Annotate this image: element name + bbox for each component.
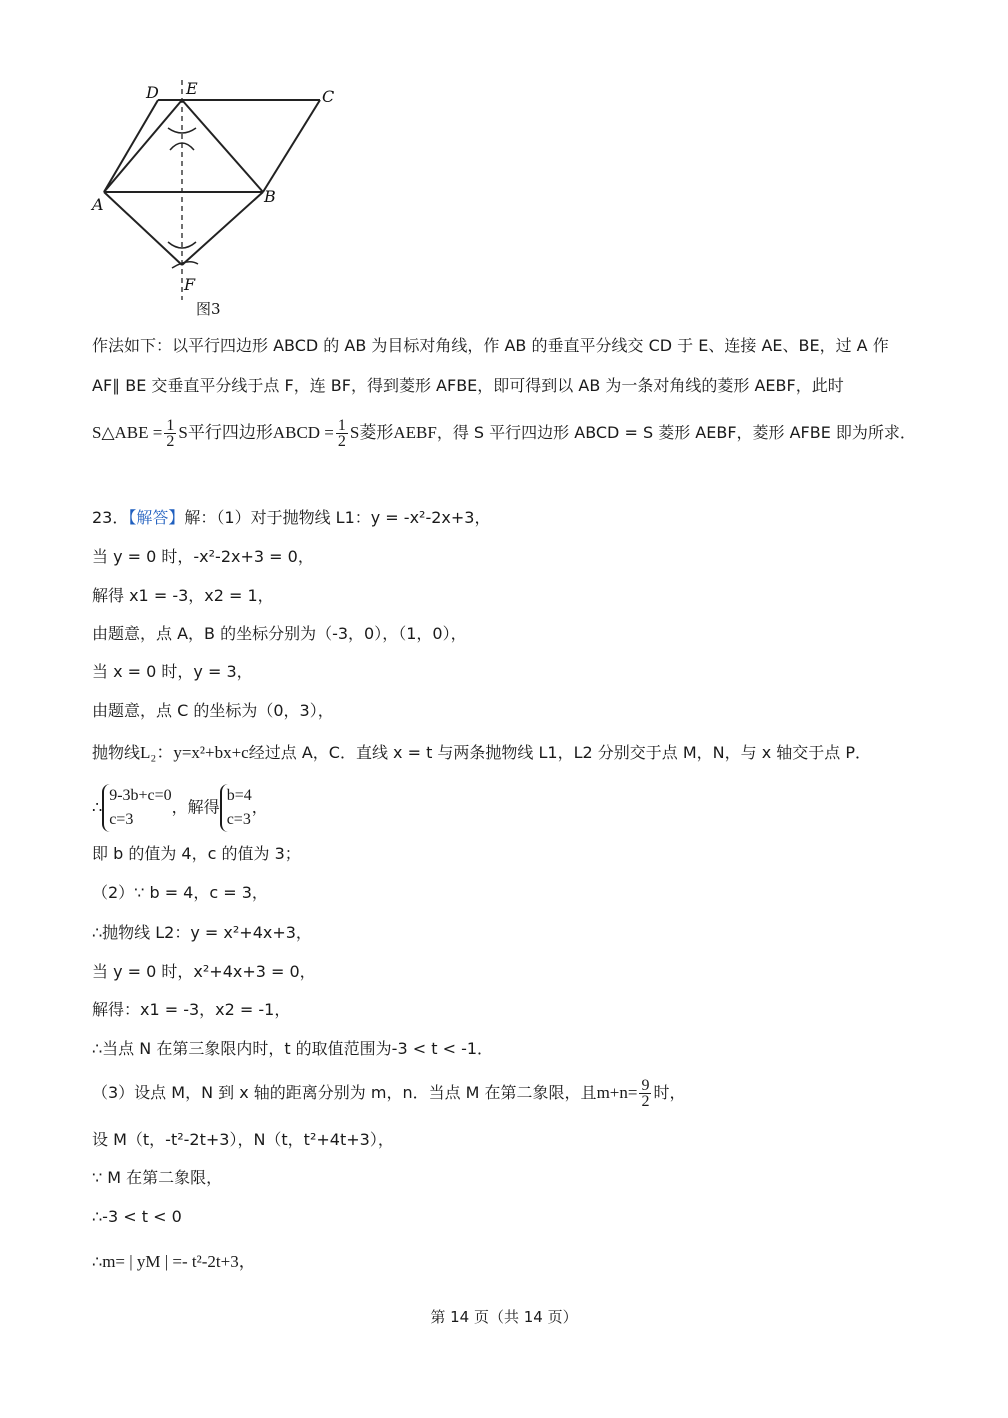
- p23-line-8: ∴ 9-3b+c=0 c=3 ，解得 b=4 c=3 ，: [92, 784, 948, 832]
- area-parallelogram: S平行四边形ABCD =: [178, 423, 334, 442]
- p23-line-2: 当 y = 0 时，-x²-2x+3 = 0，: [92, 547, 314, 566]
- p22-line-2: AF∥ BE 交垂直平分线于点 F，连 BF，得到菱形 AFBE，即可得到以 AB 为一条对角线的菱形 AEBF，此时: [92, 376, 844, 395]
- answer-tag: 【解答】: [128, 508, 185, 527]
- solution-system: b=4 c=3: [220, 784, 252, 832]
- label-a: A: [92, 195, 104, 214]
- p23-line-12: 当 y = 0 时，x²+4x+3 = 0，: [92, 962, 316, 981]
- parabola-l2-formula: L₂：y=x²+bx+c: [140, 743, 249, 762]
- fraction-one-half: $\frac{1}{2}$: [337, 417, 346, 450]
- p23-line-5: 当 x = 0 时，y = 3，: [92, 662, 253, 681]
- construction-arc: [172, 262, 198, 268]
- segment-be: [182, 100, 263, 192]
- segment-bf: [182, 192, 263, 265]
- p22-line-3: S△ABE = $\frac{1}{2}$ S平行四边形ABCD = $\frac{1}{2}$ S菱形AEBF，得 S 平行四边形 ABCD = S 菱形 AEBF，菱形 AFBE 即为所求．: [92, 417, 916, 450]
- label-b: B: [264, 187, 276, 206]
- p23-line-1: 23．【解答】解：（1）对于抛物线 L1：y = -x²-2x+3，: [92, 508, 491, 527]
- p23-line-7: 抛物线L₂：y=x²+bx+c经过点 A，C．直线 x = t 与两条抛物线 L1，L2 分别交于点 M，N，与 x 轴交于点 P．: [92, 743, 872, 762]
- p23-line-11: ∴抛物线 L2：y = x²+4x+3，: [92, 923, 312, 942]
- p23-line-17: ∵ M 在第二象限，: [92, 1168, 223, 1187]
- p23-line-16: 设 M（t，-t²-2t+3），N（t，t²+4t+3），: [92, 1130, 394, 1149]
- equation-system: 9-3b+c=0 c=3: [102, 784, 171, 832]
- label-c: C: [322, 87, 335, 106]
- fraction-nine-halves: $\frac{9}{2}$: [641, 1077, 650, 1110]
- p23-line-3: 解得 x1 = -3，x2 = 1，: [92, 586, 274, 605]
- label-f: F: [184, 275, 196, 294]
- p23-line-19: ∴m= | yM | =- t²-2t+3，: [92, 1252, 256, 1271]
- p22-line-1: 作法如下：以平行四边形 ABCD 的 AB 为目标对角线，作 AB 的垂直平分线交 CD 于 E、连接 AE、BE，过 A 作: [92, 336, 889, 355]
- p23-line-4: 由题意，点 A，B 的坐标分别为（-3，0），（1，0），: [92, 624, 467, 643]
- p23-line-13: 解得：x1 = -3，x2 = -1，: [92, 1000, 291, 1019]
- figure-caption: 图3: [196, 300, 221, 318]
- m-expression: m= | yM | =- t²-2t+3，: [102, 1252, 256, 1271]
- p23-line-9: 即 b 的值为 4，c 的值为 3；: [92, 844, 301, 863]
- segment-af: [104, 192, 182, 265]
- segment-ae: [104, 100, 182, 192]
- p23-line-18: ∴-3 < t < 0: [92, 1207, 182, 1226]
- fraction-one-half: $\frac{1}{2}$: [166, 417, 175, 450]
- p23-line-6: 由题意，点 C 的坐标为（0，3），: [92, 701, 334, 720]
- label-d: D: [146, 83, 159, 102]
- area-abe: S△ABE =: [92, 423, 163, 442]
- area-rhombus: S菱形AEBF: [349, 423, 437, 442]
- segment-bc: [263, 100, 320, 192]
- page-footer: 第 14 页（共 14 页）: [430, 1308, 578, 1326]
- p23-line-10: （2）∵ b = 4，c = 3，: [92, 883, 268, 902]
- p23-line-15: （3）设点 M，N 到 x 轴的距离分别为 m，n．当点 M 在第二象限，且m+n= $\frac{9}{2}$ 时，: [92, 1077, 686, 1110]
- sum-m-n: m+n=: [596, 1083, 638, 1102]
- p23-line-14: ∴当点 N 在第三象限内时，t 的取值范围为-3 < t < -1．: [92, 1039, 494, 1058]
- geometry-figure: [88, 72, 348, 322]
- segment-ad: [104, 100, 158, 192]
- label-e: E: [186, 79, 198, 98]
